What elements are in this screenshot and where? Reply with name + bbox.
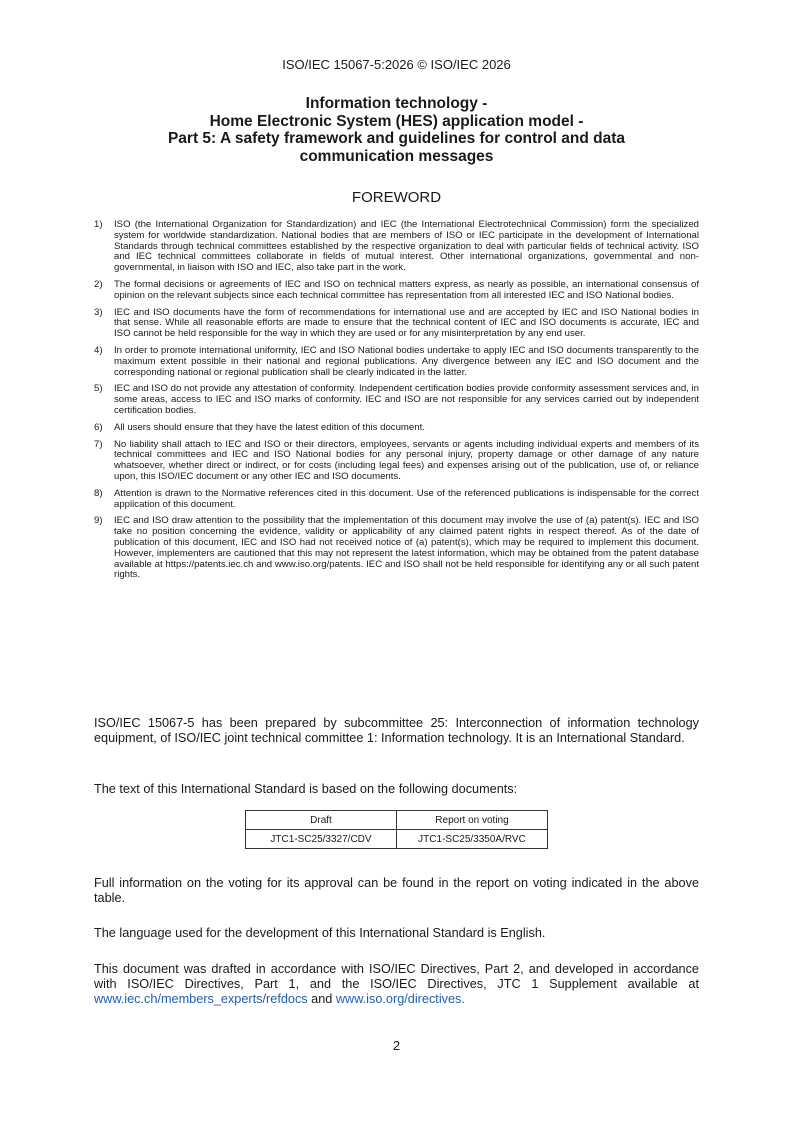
table-header-draft: Draft: [246, 811, 397, 830]
foreword-heading: FOREWORD: [351, 189, 442, 206]
list-item: [94, 346, 699, 378]
title-line: communication messages: [299, 147, 494, 165]
list-item-text: In order to promote international uniformity, IEC and ISO National bodies undertake to apply IEC and ISO documents transparently to the maximum extent possible in their national and regional publications. Any divergence between any IEC and ISO document and the corresponding national or regional publication shall be clearly indicated in the latter.: [114, 344, 699, 378]
list-item-text: IEC and ISO documents have the form of recommendations for international use and are accepted by IEC and ISO National bodies in that sense. While all reasonable efforts are made to ensure that the technical content of IEC and ISO documents is accurate, IEC and ISO cannot be held responsible for the way in which they are used or for any misinterpretation by any end user.: [114, 306, 699, 340]
list-item: [94, 489, 699, 511]
list-item: [94, 516, 699, 581]
list-item-number: 8): [94, 487, 103, 499]
full-information-paragraph: Full information on the voting for its approval can be found in the report on voting indicated in the above table.: [94, 876, 699, 906]
page-number: 2: [392, 1038, 401, 1053]
table-row: [246, 830, 548, 849]
table-cell-report: JTC1-SC25/3350A/RVC: [397, 830, 548, 849]
based-on-paragraph: The text of this International Standard is based on the following documents:: [94, 782, 518, 796]
list-item-number: 2): [94, 278, 103, 290]
voting-documents-table: [245, 810, 548, 849]
list-item-text: IEC and ISO draw attention to the possibility that the implementation of this document may involve the use of (a) patent(s). IEC and ISO take no position concerning the evidence, validity or applicability of any claimed patent rights in respect thereof. As of the date of publication of this document, IEC and ISO had not received notice of (a) patent(s), which may be required to implement this document. However, implementers are cautioned that this may not represent the latest information, which may be obtained from the patent database available at https://patents.iec.ch and www.iso.org/patents. IEC and ISO shall not be held responsible for identifying any or all such patent rights.: [114, 515, 699, 581]
list-item-number: 3): [94, 306, 103, 318]
prepared-by-paragraph: ISO/IEC 15067-5 has been prepared by subcommittee 25: Interconnection of information technology equipment, of ISO/IEC joint technical committee 1: Information technology. It is an International Standard.: [94, 716, 699, 746]
table-cell-draft: JTC1-SC25/3327/CDV: [246, 830, 397, 849]
list-item: [94, 440, 699, 483]
title-line: Home Electronic System (HES) application model -: [209, 112, 584, 130]
list-item: [94, 280, 699, 302]
iso-directives-link[interactable]: www.iso.org/directives.: [335, 992, 465, 1007]
foreword-notes-list: [94, 220, 699, 587]
language-paragraph: The language used for the development of this International Standard is English.: [94, 926, 546, 940]
title-line: Information technology -: [305, 95, 488, 112]
list-item: [94, 384, 699, 416]
and-text: and: [307, 992, 336, 1007]
list-item-text: ISO (the International Organization for Standardization) and IEC (the International Electrotechnical Commission) form the specialized system for worldwide standardization. National bodies that are members of ISO or IEC participate in the development of International Standards through technical committees established by the respective organization to deal with particular fields of technical activity. ISO and IEC technical committees collaborate in fields of mutual interest. Other international organizations, governmental and non-governmental, in liaison with ISO and IEC, also take part in the work.: [114, 219, 699, 274]
document-header: ISO/IEC 15067-5:2026 © ISO/IEC 2026: [282, 57, 511, 72]
list-item-number: 9): [94, 515, 103, 527]
list-item-text: Attention is drawn to the Normative references cited in this document. Use of the referenced publications is indispensable for the correct application of this document.: [114, 487, 699, 510]
list-item-text: The formal decisions or agreements of IEC and ISO on technical matters express, as nearly as possible, an international consensus of opinion on the relevant subjects since each technical committee has representation from all interested IEC and ISO National bodies.: [114, 278, 699, 301]
list-item-number: 1): [94, 219, 103, 230]
drafted-paragraph: [94, 962, 699, 1008]
list-item: [94, 220, 699, 274]
list-item-number: 4): [94, 344, 103, 356]
table-header-report: Report on voting: [397, 811, 548, 830]
iec-refdocs-link[interactable]: www.iec.ch/members_experts/refdocs: [94, 992, 308, 1007]
list-item-number: 5): [94, 383, 103, 395]
list-item-text: All users should ensure that they have the latest edition of this document.: [114, 421, 425, 433]
list-item: [94, 423, 699, 434]
list-item-number: 6): [94, 421, 103, 433]
list-item-text: No liability shall attach to IEC and ISO or their directors, employees, servants or agents including individual experts and members of its technical committees and IEC and ISO National bodies for any personal injury, property damage or other damage of any nature whatsoever, whether direct or indirect, or for costs (including legal fees) and expenses arising out of the publication, use of, or reliance upon, this ISO/IEC document or any other IEC and ISO documents.: [114, 438, 699, 482]
list-item: [94, 308, 699, 340]
title-line: Part 5: A safety framework and guidelines for control and data: [167, 130, 626, 147]
table-header-row: [246, 811, 548, 830]
document-title: [0, 95, 793, 165]
drafted-text: This document was drafted in accordance with ISO/IEC Directives, Part 2, and developed in accordance with ISO/IEC Directives, Part 1, and the ISO/IEC Directives, JTC 1 Supplement available at: [94, 962, 699, 992]
list-item-number: 7): [94, 438, 103, 450]
list-item-text: IEC and ISO do not provide any attestation of conformity. Independent certification bodies provide conformity assessment services and, in some areas, access to IEC and ISO marks of conformity. IEC and ISO are not responsible for any services carried out by independent certification bodies.: [114, 383, 699, 416]
